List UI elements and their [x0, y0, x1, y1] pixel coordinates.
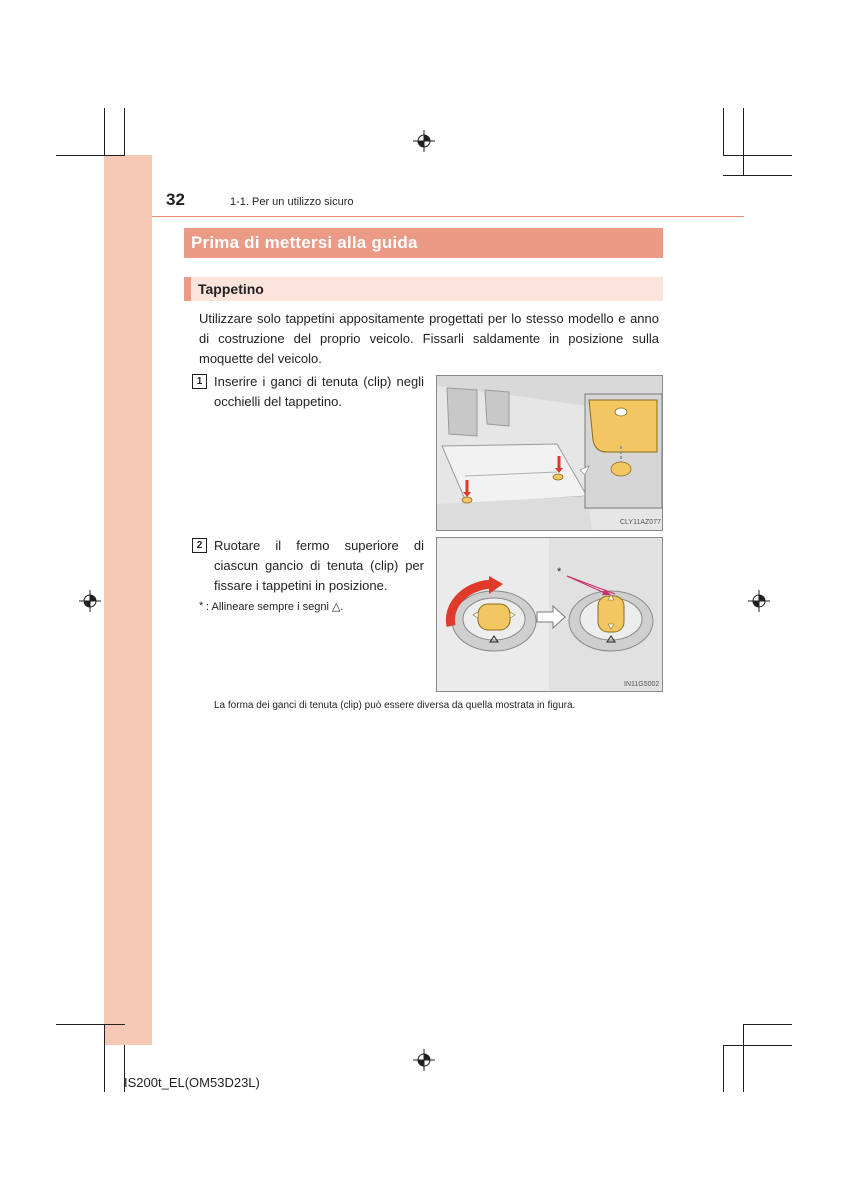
subsection-title: Tappetino	[198, 281, 264, 297]
registration-mark-bottom	[413, 1049, 435, 1071]
figure-code-2: IN11G5002	[624, 681, 660, 688]
clip-rotation-figure	[436, 537, 663, 692]
registration-mark-left	[79, 590, 101, 612]
section-path: 1-1. Per un utilizzo sicuro	[230, 196, 354, 208]
floor-mat-illustration	[437, 376, 662, 530]
figure-code-1: CLY11AZ077	[620, 519, 661, 526]
figure-marker: *	[557, 566, 562, 578]
registration-mark-top	[413, 130, 435, 152]
header-rule	[152, 216, 744, 217]
page-number: 32	[166, 190, 185, 209]
step-number-1: 1	[192, 374, 207, 389]
clip-rotation-illustration	[437, 538, 662, 691]
figure-caption: La forma dei ganci di tenuta (clip) può essere diversa da quella mostrata in figura.	[214, 700, 576, 711]
footnote-marker: *	[199, 600, 204, 612]
step-text-2: Ruotare il fermo superiore di ciascun gancio di tenuta (clip) per fissare i tappetini in posizione.	[214, 538, 424, 593]
step-number-2: 2	[192, 538, 207, 553]
footnote-text: : Allineare sempre i segni △.	[206, 601, 344, 613]
subsection-accent	[184, 277, 191, 301]
floor-mat-figure	[436, 375, 663, 531]
registration-mark-right	[748, 590, 770, 612]
intro-paragraph: Utilizzare solo tappetini appositamente progettati per lo stesso modello e anno di costruzione del proprio veicolo. Fissarli saldamente in posizione sulla moquette del veicolo.	[199, 311, 659, 366]
section-title: Prima di mettersi alla guida	[184, 228, 663, 258]
side-band	[104, 155, 152, 1045]
footer-code: IS200t_EL(OM53D23L)	[124, 1075, 260, 1090]
step-text-1: Inserire i ganci di tenuta (clip) negli occhielli del tappetino.	[214, 374, 424, 409]
